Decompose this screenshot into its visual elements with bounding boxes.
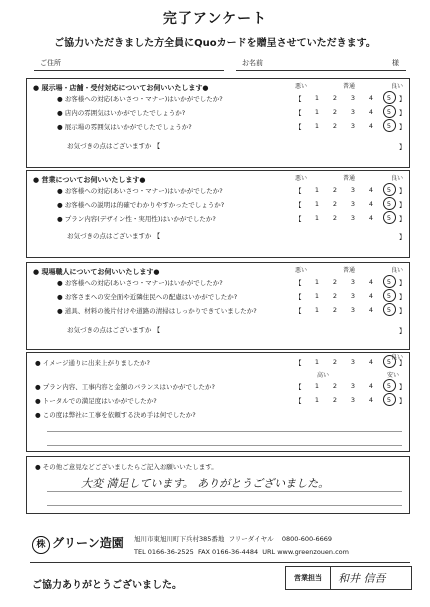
feedback-row <box>27 325 409 337</box>
bracket-right: 】 <box>399 327 406 335</box>
rating-5[interactable]: 5 <box>386 382 392 390</box>
opinion-prompt: ● その他ご意見などございましたらご記入お願いいたします。 <box>35 463 218 471</box>
answer-line[interactable] <box>47 491 402 492</box>
rating-4[interactable]: 4 <box>368 396 374 404</box>
rating-good: 良い <box>391 354 404 361</box>
sales-staff-name: 和井 信吾 <box>338 572 386 585</box>
name-field[interactable] <box>236 70 406 71</box>
handwritten-comment: 大変 満足しています。 ありがとうございました。 <box>81 477 330 490</box>
rating-4[interactable]: 4 <box>368 108 374 116</box>
question-row <box>27 305 409 317</box>
rating-4[interactable]: 4 <box>368 278 374 286</box>
footer <box>0 526 430 607</box>
question-text: ● お客様への対応(あいさつ・マナー)はいかがでしたか? <box>57 95 223 103</box>
bracket-left: 【 <box>295 187 302 195</box>
rating-5[interactable]: 5 <box>386 122 392 130</box>
selected-circle <box>383 91 396 104</box>
rating-3[interactable]: 3 <box>350 186 356 194</box>
question-text: ● イメージ通りに出来上がりましたか? <box>35 359 150 367</box>
rating-3[interactable]: 3 <box>350 214 356 222</box>
rating-3[interactable]: 3 <box>350 382 356 390</box>
rating-2[interactable]: 2 <box>332 278 338 286</box>
rating-5[interactable]: 5 <box>386 278 392 286</box>
selected-circle <box>383 355 396 368</box>
question-text: ● お客様への対応(あいさつ・マナー)はいかがでしたか? <box>57 279 223 287</box>
rating-1[interactable]: 1 <box>314 358 320 366</box>
question-text: ● お客様への対応(あいさつ・マナー)はいかがでしたか? <box>57 187 223 195</box>
question-text: ● 道具、材料の後片付けや道路の清掃はしっかりできていましたか? <box>57 307 257 315</box>
selected-circle <box>383 303 396 316</box>
rating-4[interactable]: 4 <box>368 358 374 366</box>
question-row <box>27 357 409 369</box>
bracket-left: 【 <box>295 397 302 405</box>
selected-circle <box>383 379 396 392</box>
feedback-row <box>27 231 409 243</box>
rating-3[interactable]: 3 <box>350 94 356 102</box>
rating-2[interactable]: 2 <box>332 186 338 194</box>
rating-1[interactable]: 1 <box>314 306 320 314</box>
bracket-right: 】 <box>399 279 406 287</box>
question-row <box>27 93 409 105</box>
bracket-left: 【 <box>295 109 302 117</box>
section-heading: ● 展示場・店舗・受付対応についてお伺いいたします● <box>33 84 209 92</box>
rating-normal: 普通 <box>343 175 356 182</box>
rating-4[interactable]: 4 <box>368 214 374 222</box>
rating-3[interactable]: 3 <box>350 396 356 404</box>
rating-1[interactable]: 1 <box>314 214 320 222</box>
feedback-prompt: お気づきの点はございますか 【 <box>67 232 161 240</box>
selected-circle <box>383 211 396 224</box>
section-heading: ● 営業についてお伺いいたします● <box>33 176 146 184</box>
survey-title: 完了アンケート <box>162 11 268 27</box>
rating-2[interactable]: 2 <box>332 306 338 314</box>
bracket-left: 【 <box>295 95 302 103</box>
rating-high: 高い <box>317 372 330 379</box>
question-row <box>27 213 409 225</box>
feedback-row <box>27 141 409 153</box>
bracket-right: 】 <box>399 233 406 241</box>
bracket-left: 【 <box>295 215 302 223</box>
question-row <box>27 199 409 211</box>
question-text: ● プラン内容(デザイン性・実用性)はいかがでしたか? <box>57 215 216 223</box>
rating-normal: 普通 <box>343 267 356 274</box>
section-craftsmen <box>26 262 410 350</box>
bracket-right: 】 <box>399 201 406 209</box>
rating-2[interactable]: 2 <box>332 396 338 404</box>
question-row <box>27 291 409 303</box>
company-logo <box>32 534 124 554</box>
section-showroom <box>26 78 410 168</box>
selected-circle <box>383 275 396 288</box>
question-text: ● 展示場の雰囲気はいかがでしたでしょうか? <box>57 123 192 131</box>
bracket-left: 【 <box>295 293 302 301</box>
rating-5[interactable]: 5 <box>386 200 392 208</box>
honorific: 様 <box>392 59 399 67</box>
question-text: ● この度は弊社に工事を依頼する決め手は何でしたか? <box>35 411 196 419</box>
company-name: グリーン造園 <box>52 536 124 550</box>
name-label: お名前 <box>242 59 263 67</box>
company-contact: TEL 0166-36-2525 FAX 0166-36-4484 URL www.greenzouen.com <box>134 548 349 556</box>
selected-circle <box>383 393 396 406</box>
feedback-prompt: お気づきの点はございますか 【 <box>67 142 161 150</box>
rating-3[interactable]: 3 <box>350 278 356 286</box>
address-label: ご住所 <box>40 59 61 67</box>
answer-line[interactable] <box>47 431 402 432</box>
bracket-right: 】 <box>399 187 406 195</box>
question-row <box>27 277 409 289</box>
sales-staff-label: 営業担当 <box>286 567 331 589</box>
rating-1[interactable]: 1 <box>314 396 320 404</box>
section-heading: ● 現場職人についてお伺いいたします● <box>33 268 160 276</box>
rating-4[interactable]: 4 <box>368 122 374 130</box>
question-text: ● 店内の雰囲気はいかがでしたでしょうか? <box>57 109 186 117</box>
bracket-left: 【 <box>295 279 302 287</box>
thanks-message: ご協力ありがとうございました。 <box>32 580 182 591</box>
question-row <box>27 395 409 407</box>
rating-4[interactable]: 4 <box>368 186 374 194</box>
question-row <box>27 381 409 393</box>
answer-line[interactable] <box>47 505 402 506</box>
rating-1[interactable]: 1 <box>314 108 320 116</box>
rating-bad: 悪い <box>295 83 308 90</box>
rating-1[interactable]: 1 <box>314 278 320 286</box>
question-row <box>27 409 409 421</box>
sales-staff-box <box>285 566 412 590</box>
bracket-right: 】 <box>399 95 406 103</box>
section-sales <box>26 170 410 258</box>
rating-1[interactable]: 1 <box>314 200 320 208</box>
bracket-right: 】 <box>399 307 406 315</box>
rating-5[interactable]: 5 <box>386 292 392 300</box>
bracket-left: 【 <box>295 123 302 131</box>
rating-normal: 普通 <box>343 83 356 90</box>
selected-circle <box>383 289 396 302</box>
rating-4[interactable]: 4 <box>368 292 374 300</box>
bracket-right: 】 <box>399 397 406 405</box>
section-opinion <box>26 456 410 514</box>
rating-5[interactable]: 5 <box>386 306 392 314</box>
rating-good: 良い <box>391 175 404 182</box>
bracket-left: 【 <box>295 359 302 367</box>
rating-5[interactable]: 5 <box>386 214 392 222</box>
rating-2[interactable]: 2 <box>332 358 338 366</box>
question-text: ● お客さまへの安全面や近隣住民への配慮はいかがでしたか? <box>57 293 238 301</box>
rating-bad: 悪い <box>295 267 308 274</box>
rating-3[interactable]: 3 <box>350 358 356 366</box>
rating-1[interactable]: 1 <box>314 292 320 300</box>
bracket-right: 】 <box>399 123 406 131</box>
rating-cheap: 安い <box>387 372 400 379</box>
rating-2[interactable]: 2 <box>332 214 338 222</box>
company-address: 旭川市東旭川町下兵村385番地 フリーダイヤル 0800-600-6669 <box>134 535 333 543</box>
bracket-left: 【 <box>295 383 302 391</box>
question-row <box>27 461 409 473</box>
bracket-right: 】 <box>399 383 406 391</box>
selected-circle <box>383 119 396 132</box>
rating-3[interactable]: 3 <box>350 292 356 300</box>
rating-2[interactable]: 2 <box>332 292 338 300</box>
rating-5[interactable]: 5 <box>386 94 392 102</box>
free-dial-number: 0800-600-6669 <box>281 535 333 543</box>
bracket-right: 】 <box>399 215 406 223</box>
bracket-right: 】 <box>399 293 406 301</box>
rating-3[interactable]: 3 <box>350 200 356 208</box>
answer-line[interactable] <box>47 445 402 446</box>
feedback-prompt: お気づきの点はございますか 【 <box>67 326 161 334</box>
rating-1[interactable]: 1 <box>314 94 320 102</box>
question-text: ● お客様への説明は的確でわかりやすかったでしょうか? <box>57 201 225 209</box>
rating-good: 良い <box>391 83 404 90</box>
question-row <box>27 107 409 119</box>
bracket-right: 】 <box>399 143 406 151</box>
bracket-right: 】 <box>399 359 406 367</box>
section-general <box>26 352 410 452</box>
rating-2[interactable]: 2 <box>332 382 338 390</box>
rating-5[interactable]: 5 <box>386 396 392 404</box>
selected-circle <box>383 197 396 210</box>
rating-3[interactable]: 3 <box>350 122 356 130</box>
rating-1[interactable]: 1 <box>314 186 320 194</box>
company-mark: 株 <box>32 536 50 554</box>
address-field[interactable] <box>34 70 224 71</box>
survey-subtitle: ご協力いただきました方全員にQuoカードを贈呈させていただきます。 <box>54 38 376 49</box>
rating-4[interactable]: 4 <box>368 94 374 102</box>
rating-1[interactable]: 1 <box>314 122 320 130</box>
rating-3[interactable]: 3 <box>350 306 356 314</box>
rating-2[interactable]: 2 <box>332 108 338 116</box>
rating-4[interactable]: 4 <box>368 306 374 314</box>
bracket-right: 】 <box>399 109 406 117</box>
question-text: ● プラン内容、工事内容と金額のバランスはいかがでしたか? <box>35 383 215 391</box>
question-row <box>27 185 409 197</box>
divider <box>30 562 410 563</box>
rating-2[interactable]: 2 <box>332 122 338 130</box>
bracket-left: 【 <box>295 201 302 209</box>
rating-1[interactable]: 1 <box>314 382 320 390</box>
rating-2[interactable]: 2 <box>332 94 338 102</box>
selected-circle <box>383 183 396 196</box>
question-text: ● トータルでの満足度はいかがでしたか? <box>35 397 157 405</box>
rating-good: 良い <box>391 267 404 274</box>
rating-bad: 悪い <box>295 175 308 182</box>
rating-5[interactable]: 5 <box>386 108 392 116</box>
question-row <box>27 121 409 133</box>
rating-4[interactable]: 4 <box>368 382 374 390</box>
rating-4[interactable]: 4 <box>368 200 374 208</box>
rating-3[interactable]: 3 <box>350 108 356 116</box>
selected-circle <box>383 105 396 118</box>
rating-2[interactable]: 2 <box>332 200 338 208</box>
rating-5[interactable]: 5 <box>386 358 392 366</box>
bracket-left: 【 <box>295 307 302 315</box>
rating-5[interactable]: 5 <box>386 186 392 194</box>
